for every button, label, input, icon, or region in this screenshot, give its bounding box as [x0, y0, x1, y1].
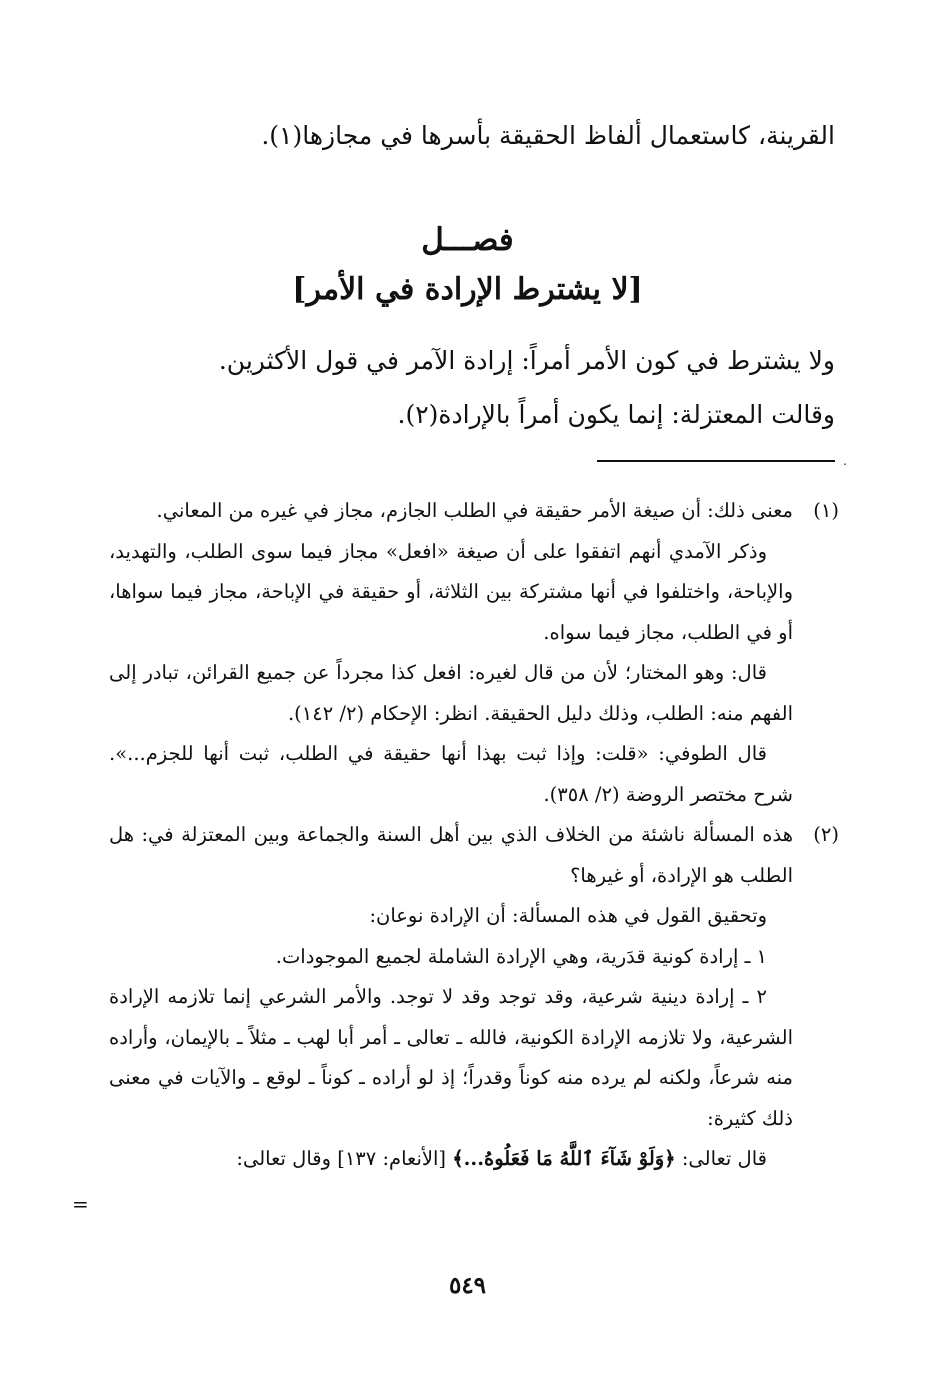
footnote-paragraph: هذه المسألة ناشئة من الخلاف الذي بين أهل السنة والجماعة وبين المعتزلة في: هل الطلب هو الإرادة، أو غيرها؟	[109, 823, 793, 887]
top-line: القرينة، كاستعمال ألفاظ الحقيقة بأسرها في مجازها(١).	[261, 121, 835, 150]
footnote-paragraph: قال الطوفي: «قلت: وإذا ثبت بهذا أنها حقيقة في الطلب، ثبت أنها للجزم...». شرح مختصر الروضة (٢/ ٣٥٨).	[109, 742, 793, 806]
footnote-paragraph: وذكر الآمدي أنهم اتفقوا على أن صيغة «افعل» مجاز فيما سوى الطلب، والتهديد، والإباحة، واختلفوا في أنها مشتركة بين الثلاثة، أو حقيقة في الإباحة، مجاز فيما سواها، أو في الطلب، مجاز فيما سواه.	[109, 539, 793, 644]
footnote-2	[109, 815, 839, 1180]
footnote-paragraph: قال: وهو المختار؛ لأن من قال لغيره: افعل كذا مجرداً عن جميع القرائن، تبادر إلى الفهم منه: الطلب، وذلك دليل الحقيقة. انظر: الإحكام (٢/ ١٤٢).	[109, 661, 793, 725]
continuation-mark: =	[72, 1192, 89, 1216]
quote-reference: [الأنعام: ١٣٧] وقال تعالى:	[236, 1147, 453, 1170]
footnote-1	[109, 491, 839, 815]
footnote-paragraph: ٢ ـ إرادة دينية شرعية، وقد توجد وقد لا توجد. والأمر الشرعي إنما تلازمه الإرادة الشرعية، ولا تلازمه الإرادة الكونية، فالله ـ تعالى ـ أمر أبا لهب ـ مثلاً ـ بالإيمان، وأراده منه شرعاً، ولكنه لم يرده منه كوناً وقدراً؛ إذ لو أراده ـ كوناً ـ لوقع ـ والآيات في معنى ذلك كثيرة:	[109, 985, 793, 1130]
quran-verse: ﴿وَلَوْ شَآءَ ٱللَّهُ مَا فَعَلُوهُ...﴾	[452, 1147, 676, 1170]
quote-lead: قال تعالى:	[675, 1147, 767, 1170]
footnote-paragraph: معنى ذلك: أن صيغة الأمر حقيقة في الطلب الجازم، مجاز في غيره من المعاني.	[156, 499, 793, 522]
footnote-number: (١)	[813, 499, 839, 522]
section-title: [لا يشترط الإرادة في الأمر]	[292, 272, 643, 307]
section-label: فصـــل	[421, 222, 514, 258]
body-paragraph-1: ولا يشترط في كون الأمر أمراً: إرادة الآمر في قول الأكثرين.	[218, 346, 835, 375]
footnotes	[109, 491, 839, 1180]
footnote-paragraph: ١ ـ إرادة كونية قدَرية، وهي الإرادة الشاملة لجميع الموجودات.	[275, 944, 767, 968]
body-paragraph-2: وقالت المعتزلة: إنما يكون أمراً بالإرادة(٢).	[397, 400, 835, 429]
footnote-divider	[597, 460, 835, 462]
quran-quote-line	[109, 1139, 793, 1180]
footnote-number: (٢)	[813, 823, 839, 846]
footnote-paragraph: وتحقيق القول في هذه المسألة: أن الإرادة نوعان:	[369, 904, 767, 927]
divider-dot: .	[843, 454, 847, 468]
page-number: ٥٤٩	[448, 1272, 487, 1299]
